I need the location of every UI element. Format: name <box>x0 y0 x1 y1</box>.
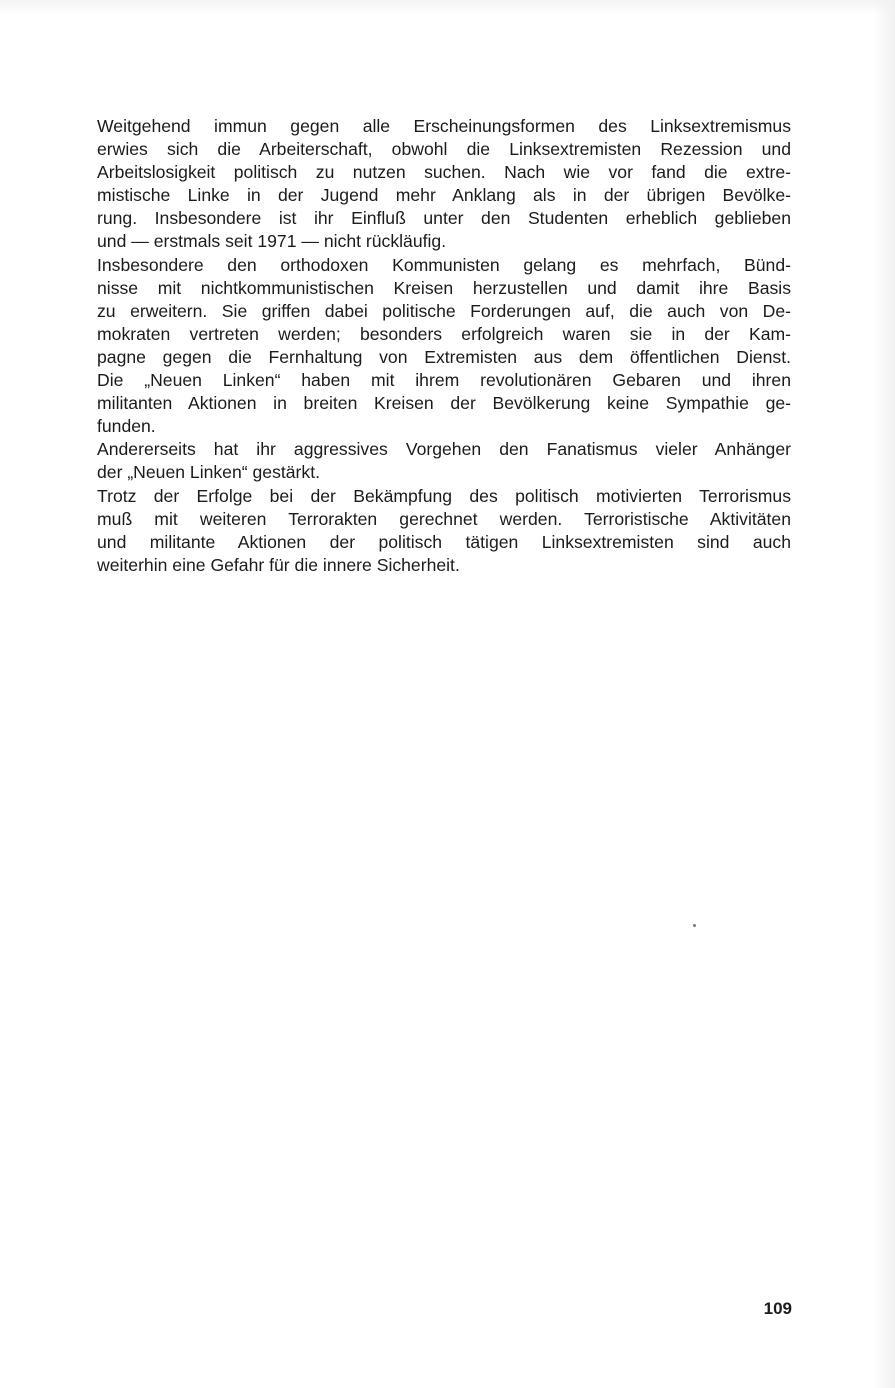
text-line: Die „Neuen Linken“ haben mit ihrem revolutionären Gebaren und ihren <box>97 370 791 391</box>
page-number: 109 <box>763 1299 792 1318</box>
body-text <box>97 115 791 577</box>
text-line: und — erstmals seit 1971 — nicht rückläufig. <box>97 231 447 252</box>
text-line: nisse mit nichtkommunistischen Kreisen herzustellen und damit ihre Basis <box>97 277 791 298</box>
text-line: Andererseits hat ihr aggressives Vorgehen den Fanatismus vieler Anhänger <box>97 439 791 460</box>
scan-right-edge <box>873 0 895 1388</box>
paragraph-4 <box>97 485 791 577</box>
text-line: funden. <box>97 416 156 437</box>
text-line: Insbesondere den orthodoxen Kommunisten gelang es mehrfach, Bünd- <box>97 254 791 275</box>
text-line: weiterhin eine Gefahr für die innere Sicherheit. <box>97 554 460 575</box>
text-line: zu erweitern. Sie griffen dabei politische Forderungen auf, die auch von De- <box>97 300 791 321</box>
text-line: Trotz der Erfolge bei der Bekämpfung des politisch motivierten Terrorismus <box>97 485 791 506</box>
text-line: erwies sich die Arbeiterschaft, obwohl die Linksextremisten Rezession und <box>97 139 791 160</box>
text-line: der „Neuen Linken“ gestärkt. <box>97 462 320 483</box>
text-line: mistische Linke in der Jugend mehr Anklang als in der übrigen Bevölke- <box>97 185 791 206</box>
text-line: Weitgehend immun gegen alle Erscheinungsformen des Linksextremismus <box>97 116 791 136</box>
scan-top-edge <box>0 0 895 14</box>
paragraph-3 <box>97 438 791 484</box>
text-line: und militante Aktionen der politisch tätigen Linksextremisten sind auch <box>97 531 791 552</box>
paragraph-1 <box>97 115 791 254</box>
text-line: Arbeitslosigkeit politisch zu nutzen suchen. Nach wie vor fand die extre- <box>97 162 791 183</box>
paragraph-2 <box>97 254 791 439</box>
text-line: mokraten vertreten werden; besonders erfolgreich waren sie in der Kam- <box>97 323 791 344</box>
text-line: pagne gegen die Fernhaltung von Extremisten aus dem öffentlichen Dienst. <box>97 346 791 367</box>
scan-speck <box>693 924 696 927</box>
text-line: militanten Aktionen in breiten Kreisen der Bevölkerung keine Sympathie ge- <box>97 393 791 414</box>
text-line: rung. Insbesondere ist ihr Einfluß unter den Studenten erheblich geblieben <box>97 208 791 229</box>
text-line: muß mit weiteren Terrorakten gerechnet werden. Terroristische Aktivitäten <box>97 508 791 529</box>
